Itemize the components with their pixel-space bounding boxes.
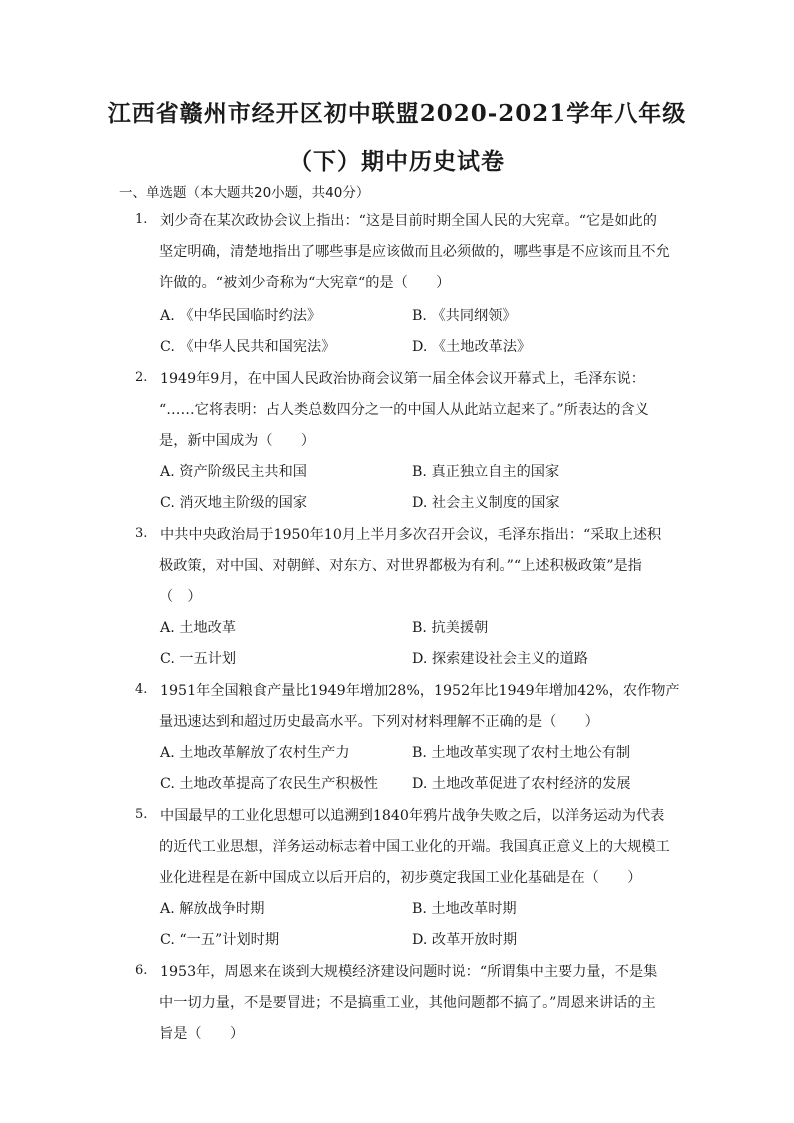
- question-number: 2.: [135, 370, 148, 385]
- option-d[interactable]: D. 土地改革促进了农村经济的发展: [412, 776, 631, 792]
- option-b[interactable]: B. 抗美援朝: [412, 620, 489, 636]
- option-c[interactable]: C. 土地改革提高了农民生产积极性: [160, 776, 378, 792]
- option-d[interactable]: D. 改革开放时期: [412, 932, 518, 948]
- question-number: 1.: [135, 212, 148, 227]
- question-text-line: 坚定明确，清楚地指出了哪些事是应该做而且必须做的，哪些事是不应该而且不允: [159, 244, 670, 260]
- option-a[interactable]: A. 资产阶级民主共和国: [160, 464, 307, 480]
- question-number: 6.: [135, 963, 148, 978]
- section-heading: 一、单选题（本大题共20小题，共40分）: [119, 185, 370, 201]
- option-d[interactable]: D. 《土地改革法》: [412, 339, 532, 355]
- option-c[interactable]: C. 一五计划: [160, 651, 237, 667]
- question-text-line: 是，新中国成为（ ）: [159, 433, 316, 449]
- option-b[interactable]: B. 土地改革时期: [412, 901, 517, 917]
- option-c[interactable]: C. “一五”计划时期: [160, 932, 280, 948]
- question-text-line: 中共中央政治局于1950年10月上半月多次召开会议，毛泽东指出：“采取上述积: [160, 527, 662, 543]
- option-a[interactable]: A. 《中华民国临时约法》: [160, 308, 322, 324]
- option-a[interactable]: A. 土地改革解放了农村生产力: [160, 745, 350, 761]
- question-text-line: “……它将表明：占人类总数四分之一的中国人从此站立起来了。”所表达的含义: [159, 402, 649, 418]
- question-text-line: 业化进程是在新中国成立以后开启的，初步奠定我国工业化基础是在（ ）: [159, 870, 642, 886]
- question-text-line: 1951年全国粮食产量比1949年增加28%，1952年比1949年增加42%，农作物产: [160, 683, 680, 699]
- question-text-line: 量迅速达到和超过历史最高水平。下列对材料理解不正确的是（ ）: [159, 714, 599, 730]
- question-text-line: 许做的。“被刘少奇称为“大宪章“的是（ ）: [159, 275, 451, 291]
- question-number: 3.: [135, 526, 148, 541]
- question-text-line: 中国最早的工业化思想可以追溯到1840年鸦片战争失败之后，以洋务运动为代表: [160, 808, 665, 824]
- option-b[interactable]: B. 真正独立自主的国家: [412, 464, 560, 480]
- exam-title-line2: （下）期中历史试卷: [289, 148, 505, 175]
- question-number: 4.: [135, 682, 148, 697]
- option-d[interactable]: D. 社会主义制度的国家: [412, 495, 560, 511]
- exam-title-line1: 江西省赣州市经开区初中联盟2020-2021学年八年级: [107, 100, 687, 127]
- option-d[interactable]: D. 探索建设社会主义的道路: [412, 651, 588, 667]
- question-text-line: （ ）: [159, 589, 202, 605]
- question-number: 5.: [135, 807, 148, 822]
- question-text-line: 中一切力量，不是要冒进；不是搞重工业，其他问题都不搞了。”周恩来讲话的主: [159, 995, 656, 1011]
- question-text-line: 极政策，对中国、对朝鲜、对东方、对世界都极为有利。”“上述积极政策”是指: [159, 558, 642, 574]
- question-text-line: 1953年，周恩来在谈到大规模经济建设问题时说：“所谓集中主要力量，不是集: [160, 964, 658, 980]
- question-text-line: 旨是（ ）: [159, 1026, 245, 1042]
- question-text-line: 刘少奇在某次政协会议上指出：“这是目前时期全国人民的大宪章。“它是如此的: [160, 213, 657, 229]
- question-text-line: 的近代工业思想，洋务运动标志着中国工业化的开端。我国真正意义上的大规模工: [159, 839, 670, 855]
- option-b[interactable]: B. 土地改革实现了农村土地公有制: [412, 745, 631, 761]
- question-text-line: 1949年9月，在中国人民政治协商会议第一届全体会议开幕式上，毛泽东说：: [160, 371, 645, 387]
- option-b[interactable]: B. 《共同纲领》: [412, 308, 517, 324]
- option-c[interactable]: C. 消灭地主阶级的国家: [160, 495, 308, 511]
- option-a[interactable]: A. 解放战争时期: [160, 901, 265, 917]
- option-a[interactable]: A. 土地改革: [160, 620, 237, 636]
- option-c[interactable]: C. 《中华人民共和国宪法》: [160, 339, 336, 355]
